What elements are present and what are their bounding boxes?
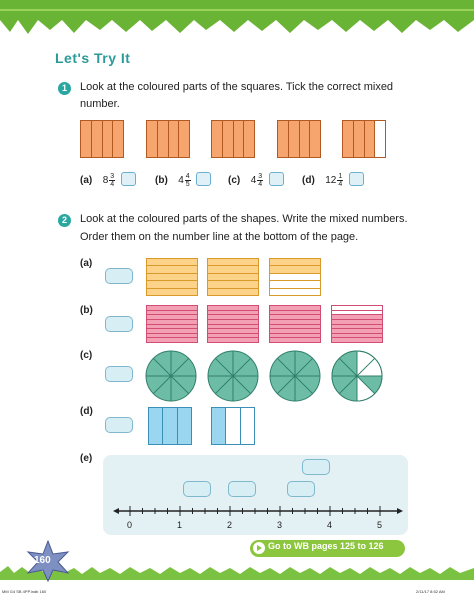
part-a-label: (a) <box>80 258 93 269</box>
number-line-answer-box-1[interactable] <box>302 459 330 475</box>
part-b-answer-box[interactable] <box>105 316 133 332</box>
date-info: 2/11/17 8:52 AM <box>416 589 445 594</box>
option-d <box>302 170 364 188</box>
part-c-circle-1 <box>145 350 197 402</box>
option-b-numerator: 4 <box>185 172 190 180</box>
square-2 <box>146 120 190 158</box>
part-c-label: (c) <box>80 350 93 361</box>
option-a-denominator: 4 <box>110 180 115 188</box>
part-a-rect-1 <box>146 258 198 296</box>
part-c-circle-4 <box>331 350 383 402</box>
part-c-circle-2 <box>207 350 259 402</box>
number-line-tick-1: 1 <box>177 520 183 530</box>
option-c-denominator: 4 <box>258 180 263 188</box>
question-2-text-line2: Order them on the number line at the bottom of the page. <box>80 231 359 243</box>
arrow-icon <box>252 541 266 555</box>
question-1-text-line1: Look at the coloured parts of the squares. Tick the correct mixed <box>80 81 394 93</box>
option-d-whole: 12 <box>325 175 337 186</box>
option-a-whole: 8 <box>102 175 109 186</box>
option-b-denominator: 5 <box>185 180 190 188</box>
page-title: Let's Try It <box>55 50 131 66</box>
number-line-answer-box-2[interactable] <box>183 481 211 497</box>
option-c-tick-box[interactable] <box>269 172 284 186</box>
top-grass-banner <box>0 0 474 38</box>
option-a-tick-box[interactable] <box>121 172 136 186</box>
number-line-answer-box-4[interactable] <box>287 481 315 497</box>
part-c-circle-3 <box>269 350 321 402</box>
option-c-numerator: 3 <box>258 172 263 180</box>
option-a-label: (a) <box>80 175 93 186</box>
part-a-rect-2 <box>207 258 259 296</box>
option-b-tick-box[interactable] <box>196 172 211 186</box>
part-b-label: (b) <box>80 305 93 316</box>
option-c <box>228 170 284 188</box>
square-5 <box>342 120 386 158</box>
part-d-answer-box[interactable] <box>105 417 133 433</box>
page-number: 160 <box>34 555 51 566</box>
part-b-rect-3 <box>269 305 321 343</box>
part-d-rect-2 <box>211 407 255 445</box>
square-3 <box>211 120 255 158</box>
number-line-tick-4: 4 <box>327 520 333 530</box>
file-info: MM G4 SB 4PP.indb 160 <box>2 589 47 594</box>
option-a <box>80 170 136 188</box>
question-1-text-line2: number. <box>80 98 120 110</box>
question-2-number: 2 <box>58 214 71 227</box>
workbook-link-text: Go to WB pages 125 to 126 <box>268 541 384 551</box>
part-c-answer-box[interactable] <box>105 366 133 382</box>
option-b <box>155 170 211 188</box>
option-d-numerator: 1 <box>338 172 343 180</box>
option-b-label: (b) <box>155 175 168 186</box>
question-2-text-line1: Look at the coloured parts of the shapes. Write the mixed numbers. <box>80 213 408 225</box>
option-c-label: (c) <box>228 175 241 186</box>
option-d-label: (d) <box>302 175 315 186</box>
part-a-answer-box[interactable] <box>105 268 133 284</box>
square-1 <box>80 120 124 158</box>
square-4 <box>277 120 321 158</box>
number-line-answer-box-3[interactable] <box>228 481 256 497</box>
number-line-tick-0: 0 <box>127 520 133 530</box>
question-1-number: 1 <box>58 82 71 95</box>
part-b-rect-1 <box>146 305 198 343</box>
part-a-rect-3 <box>269 258 321 296</box>
option-d-denominator: 4 <box>338 180 343 188</box>
part-d-label: (d) <box>80 406 93 417</box>
number-line-panel <box>103 455 408 535</box>
option-d-tick-box[interactable] <box>349 172 364 186</box>
part-e-label: (e) <box>80 453 93 464</box>
part-b-rect-2 <box>207 305 259 343</box>
number-line <box>113 503 403 519</box>
option-c-whole: 4 <box>250 175 257 186</box>
part-b-rect-4 <box>331 305 383 343</box>
number-line-tick-2: 2 <box>227 520 233 530</box>
number-line-tick-3: 3 <box>277 520 283 530</box>
option-b-whole: 4 <box>178 175 184 186</box>
part-d-rect-1 <box>148 407 192 445</box>
option-a-numerator: 3 <box>110 172 115 180</box>
number-line-tick-5: 5 <box>377 520 383 530</box>
